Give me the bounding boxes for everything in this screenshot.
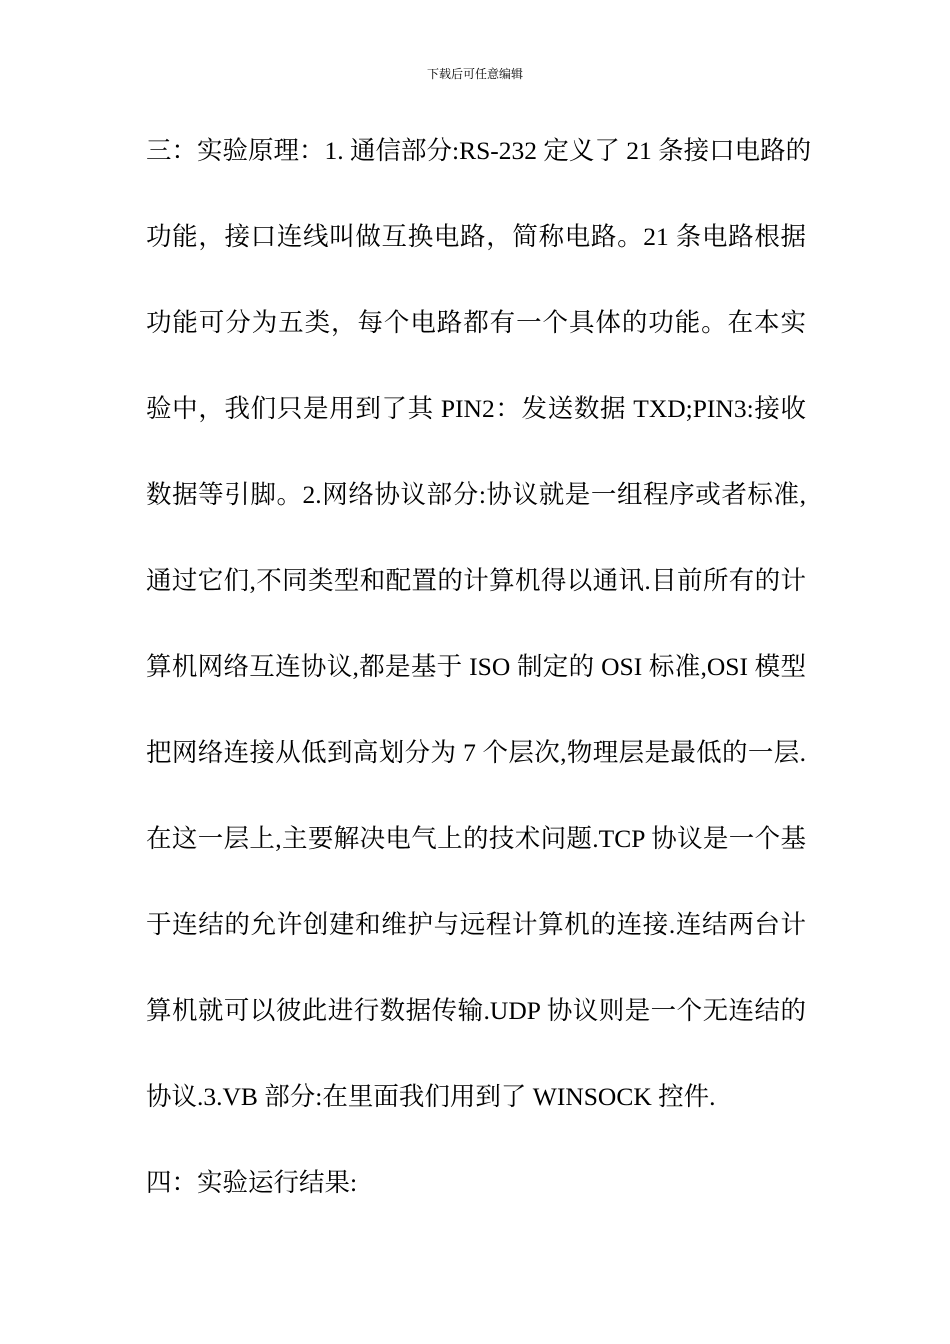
text-line: 数据等引脚。2.网络协议部分:协议就是一组程序或者标准, [146, 480, 806, 509]
text-line: 验中，我们只是用到了其 PIN2：发送数据 TXD;PIN3:接收 [146, 394, 806, 423]
text-line: 在这一层上,主要解决电气上的技术问题.TCP 协议是一个基 [146, 824, 806, 853]
section-heading: 四：实验运行结果: [146, 1168, 358, 1197]
text-line: 功能，接口连线叫做互换电路，简称电路。21 条电路根据 [146, 222, 806, 251]
text-line: 算机就可以彼此进行数据传输.UDP 协议则是一个无连结的 [146, 996, 806, 1025]
paragraph-principle [146, 125, 812, 1157]
document-body [146, 125, 812, 1243]
text-line: 把网络连接从低到高划分为 7 个层次,物理层是最低的一层. [146, 738, 806, 767]
text-line: 算机网络互连协议,都是基于 ISO 制定的 OSI 标准,OSI 模型 [146, 652, 806, 681]
text-line: 三：实验原理：1. 通信部分:RS-232 定义了 21 条接口电路的 [146, 136, 812, 165]
text-line: 功能可分为五类，每个电路都有一个具体的功能。在本实 [146, 308, 806, 337]
page-header: 下载后可任意编辑 [426, 67, 523, 81]
text-line: 协议.3.VB 部分:在里面我们用到了 WINSOCK 控件. [146, 1082, 716, 1111]
paragraph-results-heading [146, 1157, 806, 1243]
text-line: 于连结的允许创建和维护与远程计算机的连接.连结两台计 [146, 910, 806, 939]
text-line: 通过它们,不同类型和配置的计算机得以通讯.目前所有的计 [146, 566, 806, 595]
